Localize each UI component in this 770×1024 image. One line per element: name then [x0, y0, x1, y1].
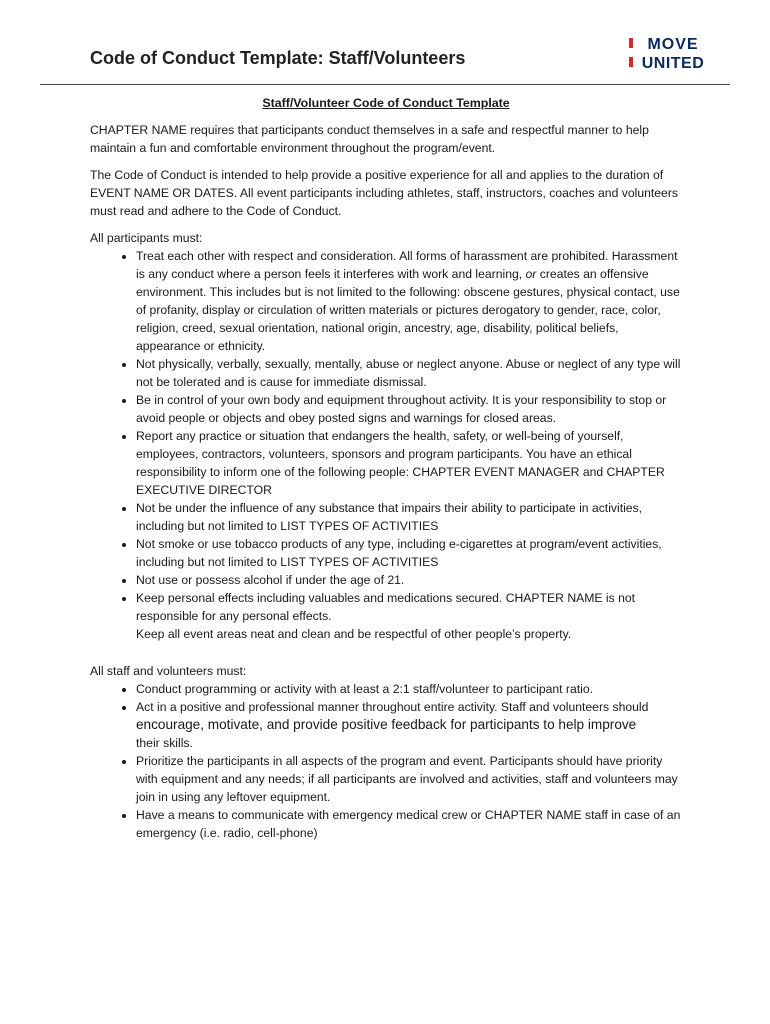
list-item — [136, 589, 682, 643]
participants-heading: All participants must: — [90, 231, 203, 245]
list-item — [136, 698, 682, 752]
logo-red-accent-2 — [629, 57, 633, 67]
intro-paragraph-1: CHAPTER NAME requires that participants conduct themselves in a safe and respectful manner to help maintain a fun and comfortable environment throughout the program/event. — [90, 123, 649, 155]
list-item: • Not physically, verbally, sexually, mentally, abuse or neglect anyone. Abuse or neglect of any type will not be tolerated and is cause for immediate dismissal. — [136, 355, 682, 391]
list-item-text-large: encourage, motivate, and provide positive feedback for participants to help improve — [136, 717, 637, 732]
list-item-continuation: Keep all event areas neat and clean and be respectful of other people’s property. — [136, 627, 572, 641]
logo-line-1: MOVE — [647, 36, 699, 53]
list-item-text: Keep personal effects including valuables and medications secured. CHAPTER NAME is not responsible for any personal effects. — [136, 591, 636, 623]
move-united-logo — [627, 34, 719, 74]
staff-list — [90, 680, 682, 842]
participants-list — [90, 247, 682, 643]
list-item: • Not smoke or use tobacco products of any type, including e-cigarettes at program/event activities, including but not limited to LIST TYPES OF ACTIVITIES — [136, 535, 682, 571]
list-item-emphasis: or — [525, 267, 537, 281]
document-subtitle: Staff/Volunteer Code of Conduct Template — [262, 96, 510, 110]
list-item: • Not be under the influence of any substance that impairs their ability to participate in activities, including but not limited to LIST TYPES OF ACTIVITIES — [136, 499, 682, 535]
list-item: • Have a means to communicate with emergency medical crew or CHAPTER NAME staff in case of an emergency (i.e. radio, cell-phone) — [136, 806, 682, 842]
document-body — [90, 94, 682, 851]
document-title: Code of Conduct Template: Staff/Volunteers — [90, 48, 466, 68]
list-item-text: Act in a positive and professional manner throughout entire activity. Staff and volunteers should — [136, 700, 649, 714]
list-item-text: creates an offensive environment. This includes but is not limited to the following: obscene gestures, physical contact, use of profanity, display or circulation of written materials or pictures derogatory to gender, race, color, religion, creed, sexual orientation, national origin, ancestry, age, disability, political beliefs, appearance or ethnicity. — [136, 267, 680, 353]
header-divider — [40, 84, 730, 85]
list-item: • Prioritize the participants in all aspects of the program and event. Participants should have priority with equipment and any needs; if all participants are involved and activities, staff and volunteers may join in using any leftover equipment. — [136, 752, 682, 806]
list-item: • Be in control of your own body and equipment throughout activity. It is your responsibility to stop or avoid people or objects and obey posted signs and warnings for closed areas. — [136, 391, 682, 427]
list-item-text: Treat each other with respect and consideration. All forms of harassment are prohibited. Harassment is any conduct where a person feels it interferes with work and learning, — [136, 249, 678, 281]
list-item — [136, 247, 682, 355]
intro-paragraph-2: The Code of Conduct is intended to help provide a positive experience for all and applies to the duration of EVENT NAME OR DATES. All event participants including athletes, staff, instructors, coaches and volunteers must read and adhere to the Code of Conduct. — [90, 168, 678, 218]
list-item: • Report any practice or situation that endangers the health, safety, or well-being of yourself, employees, contractors, volunteers, sponsors and program participants. You have an ethical responsibility to inform one of the following people: CHAPTER EVENT MANAGER and CHAPTER EXECUTIVE DIRECTOR — [136, 427, 682, 499]
list-item: • Conduct programming or activity with at least a 2:1 staff/volunteer to participant ratio. — [136, 680, 682, 698]
staff-heading: All staff and volunteers must: — [90, 664, 247, 678]
list-item-text: their skills. — [136, 736, 193, 750]
page-header — [0, 0, 770, 90]
logo-line-2: UNITED — [641, 55, 705, 72]
logo-red-accent — [629, 38, 633, 48]
list-item: • Not use or possess alcohol if under the age of 21. — [136, 571, 682, 589]
